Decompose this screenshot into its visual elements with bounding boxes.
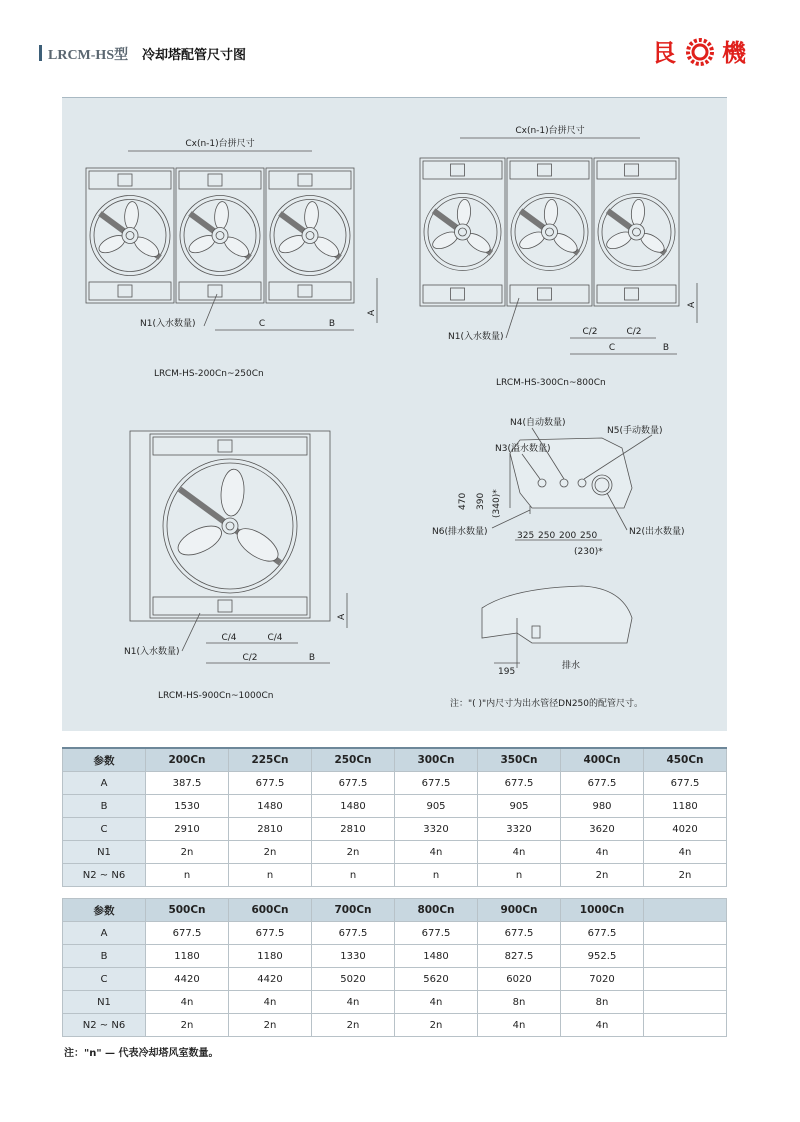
d2-dim-c-half-1: C/2: [582, 327, 598, 337]
table-row: [63, 922, 727, 945]
table-cell: 677.5: [229, 922, 312, 945]
svg-text:艮: 艮: [652, 39, 676, 67]
fan-cell: [266, 168, 354, 303]
table-row: [63, 968, 727, 991]
table-cell: 2n: [644, 864, 727, 887]
row-label: A: [63, 772, 146, 795]
table-cell: 387.5: [146, 772, 229, 795]
table-cell: 2n: [312, 1014, 395, 1037]
column-header: 600Cn: [229, 899, 312, 922]
table-cell: 4n: [478, 1014, 561, 1037]
table-cell: 677.5: [312, 772, 395, 795]
column-header: 参数: [63, 899, 146, 922]
table-cell: 1180: [229, 945, 312, 968]
table-cell: 2n: [229, 841, 312, 864]
fan-cell: [176, 168, 264, 303]
fan-hub: [122, 228, 138, 244]
d3-dim-c-quarter-2: C/4: [267, 633, 283, 643]
table-cell: 677.5: [644, 772, 727, 795]
fan-cell: [594, 158, 679, 306]
drain-detail-drawing: [482, 586, 632, 668]
table-cell: 1180: [146, 945, 229, 968]
column-header: 200Cn: [146, 748, 229, 772]
table-cell: 2810: [229, 818, 312, 841]
row-label: N2 ~ N6: [63, 1014, 146, 1037]
row-label: C: [63, 818, 146, 841]
table-cell: 2810: [312, 818, 395, 841]
column-header: 900Cn: [478, 899, 561, 922]
table-cell: 2n: [229, 1014, 312, 1037]
side-dim-340: (340)*: [492, 489, 502, 518]
d3-dim-b: B: [308, 653, 316, 663]
d2-dim-c-half-2: C/2: [626, 327, 642, 337]
table-cell: 1480: [312, 795, 395, 818]
column-header: 500Cn: [146, 899, 229, 922]
table-cell: 3320: [478, 818, 561, 841]
fan-cell: [150, 434, 310, 618]
piping-diagrams: [62, 98, 727, 731]
d2-n1-label: N1(入水数量): [448, 332, 504, 342]
table-row: [63, 772, 727, 795]
table-cell: 677.5: [561, 772, 644, 795]
column-header: 250Cn: [312, 748, 395, 772]
d1-dim-b: B: [328, 319, 336, 329]
table-row: [63, 795, 727, 818]
table-cell: 952.5: [561, 945, 644, 968]
svg-text:機: 機: [722, 39, 746, 67]
table-cell: 677.5: [229, 772, 312, 795]
column-header: 450Cn: [644, 748, 727, 772]
company-logo: [650, 36, 760, 68]
table-cell: n: [395, 864, 478, 887]
d1-dim-c: C: [258, 319, 266, 329]
page-title: 冷却塔配管尺寸图: [142, 48, 247, 63]
side-n2-label: N2(出水数量): [629, 527, 685, 537]
table-row: [63, 864, 727, 887]
table-cell: 1180: [644, 795, 727, 818]
fan-hub: [212, 228, 228, 244]
table-cell: 4020: [644, 818, 727, 841]
d3-dim-c-quarter-1: C/4: [221, 633, 237, 643]
table-cell: n: [312, 864, 395, 887]
table-cell: 4n: [561, 841, 644, 864]
table-cell: 905: [478, 795, 561, 818]
table-cell: 7020: [561, 968, 644, 991]
table-cell: 2n: [312, 841, 395, 864]
table-cell: n: [478, 864, 561, 887]
d3-caption: LRCM-HS-900Cn~1000Cn: [158, 691, 274, 701]
d3-dim-a: A: [337, 613, 347, 620]
table-cell: n: [146, 864, 229, 887]
side-dim-250a: 250: [538, 531, 556, 541]
fan-cell: [86, 168, 174, 303]
table-cell: 4n: [478, 841, 561, 864]
d1-n1-label: N1(入水数量): [140, 319, 196, 329]
d3-n1-label: N1(入水数量): [124, 647, 180, 657]
d2-dim-a: A: [687, 301, 697, 308]
table-cell: 1330: [312, 945, 395, 968]
table-cell: 4n: [146, 991, 229, 1014]
table-cell: 3320: [395, 818, 478, 841]
fan-cell: [420, 158, 505, 306]
d1-dim-a: A: [367, 309, 377, 316]
table-cell: [644, 991, 727, 1014]
side-n6-label: N6(排水数量): [432, 527, 488, 537]
table-cell: 2n: [146, 1014, 229, 1037]
diagram-300-800: [420, 158, 679, 306]
column-header: 700Cn: [312, 899, 395, 922]
table-cell: 827.5: [478, 945, 561, 968]
fan-hub: [542, 224, 558, 240]
d2-dim-b: B: [662, 343, 670, 353]
table-cell: 4420: [146, 968, 229, 991]
d2-caption: LRCM-HS-300Cn~800Cn: [496, 378, 606, 388]
table-cell: 677.5: [312, 922, 395, 945]
table-cell: 4420: [229, 968, 312, 991]
table-cell: 2n: [395, 1014, 478, 1037]
table-cell: 5620: [395, 968, 478, 991]
fan-cell: [507, 158, 592, 306]
row-label: N1: [63, 841, 146, 864]
side-dim-325: 325: [517, 531, 535, 541]
table-cell: 6020: [478, 968, 561, 991]
table-cell: 2n: [146, 841, 229, 864]
row-label: C: [63, 968, 146, 991]
column-header: 1000Cn: [561, 899, 644, 922]
drain-label: 排水: [562, 661, 581, 671]
table-row: [63, 818, 727, 841]
table-cell: 1480: [395, 945, 478, 968]
table-cell: 2n: [561, 864, 644, 887]
column-header: [644, 899, 727, 922]
model-name: LRCM-HS型: [48, 48, 129, 63]
table-cell: 677.5: [395, 772, 478, 795]
column-header: 参数: [63, 748, 146, 772]
side-dim-200: 200: [559, 531, 577, 541]
side-n3-label: N3(溢水数量): [495, 444, 551, 454]
table-cell: 1530: [146, 795, 229, 818]
d1-top-dimension: Cx(n-1)台拼尺寸: [185, 139, 255, 149]
dimension-table-1: [62, 747, 727, 887]
column-header: 800Cn: [395, 899, 478, 922]
table-cell: 677.5: [395, 922, 478, 945]
fan-hub: [222, 518, 238, 534]
table-cell: [644, 945, 727, 968]
side-dim-230: (230)*: [574, 547, 603, 557]
diagram-200-250: [86, 168, 354, 303]
table-row: [63, 1014, 727, 1037]
d2-top-dimension: Cx(n-1)台拼尺寸: [515, 126, 585, 136]
column-header: 350Cn: [478, 748, 561, 772]
table-cell: 905: [395, 795, 478, 818]
column-header: 300Cn: [395, 748, 478, 772]
row-label: B: [63, 795, 146, 818]
table-cell: 8n: [478, 991, 561, 1014]
table-cell: 4n: [312, 991, 395, 1014]
table-cell: [644, 922, 727, 945]
table-cell: 677.5: [146, 922, 229, 945]
table-cell: 4n: [395, 991, 478, 1014]
table-cell: 677.5: [478, 772, 561, 795]
table-cell: 980: [561, 795, 644, 818]
fan-hub: [302, 228, 318, 244]
side-dim-390: 390: [476, 492, 486, 510]
table-cell: n: [229, 864, 312, 887]
table-cell: [644, 1014, 727, 1037]
table-row: [63, 841, 727, 864]
table-cell: 8n: [561, 991, 644, 1014]
row-label: N1: [63, 991, 146, 1014]
table-cell: 4n: [561, 1014, 644, 1037]
table-row: [63, 945, 727, 968]
side-dim-250b: 250: [580, 531, 598, 541]
column-header: 400Cn: [561, 748, 644, 772]
footnote: 注："n" — 代表冷却塔风室数量。: [64, 1048, 219, 1059]
row-label: B: [63, 945, 146, 968]
table-cell: 1480: [229, 795, 312, 818]
table-cell: [644, 968, 727, 991]
table-cell: 5020: [312, 968, 395, 991]
side-n4-label: N4(自动数量): [510, 418, 566, 428]
row-label: A: [63, 922, 146, 945]
table-cell: 4n: [395, 841, 478, 864]
table-cell: 2910: [146, 818, 229, 841]
d1-caption: LRCM-HS-200Cn~250Cn: [154, 369, 264, 379]
diagram-900-1000: [130, 431, 330, 621]
table-cell: 3620: [561, 818, 644, 841]
table-cell: 677.5: [478, 922, 561, 945]
piping-diagram-panel: [62, 97, 727, 731]
table-cell: 4n: [644, 841, 727, 864]
header-accent-bar: [39, 45, 42, 61]
d2-dim-c: C: [608, 343, 616, 353]
side-dim-470: 470: [458, 492, 468, 510]
dimension-table-2: [62, 898, 727, 1037]
row-label: N2 ~ N6: [63, 864, 146, 887]
table-cell: 677.5: [561, 922, 644, 945]
dn250-note: 注："( )"内尺寸为出水管径DN250的配管尺寸。: [450, 699, 644, 709]
side-n5-label: N5(手动数量): [607, 426, 663, 436]
column-header: 225Cn: [229, 748, 312, 772]
d3-dim-c-half: C/2: [242, 653, 258, 663]
drain-dim-195: 195: [498, 667, 516, 677]
table-cell: 4n: [229, 991, 312, 1014]
fan-hub: [455, 224, 471, 240]
fan-hub: [629, 224, 645, 240]
table-row: [63, 991, 727, 1014]
